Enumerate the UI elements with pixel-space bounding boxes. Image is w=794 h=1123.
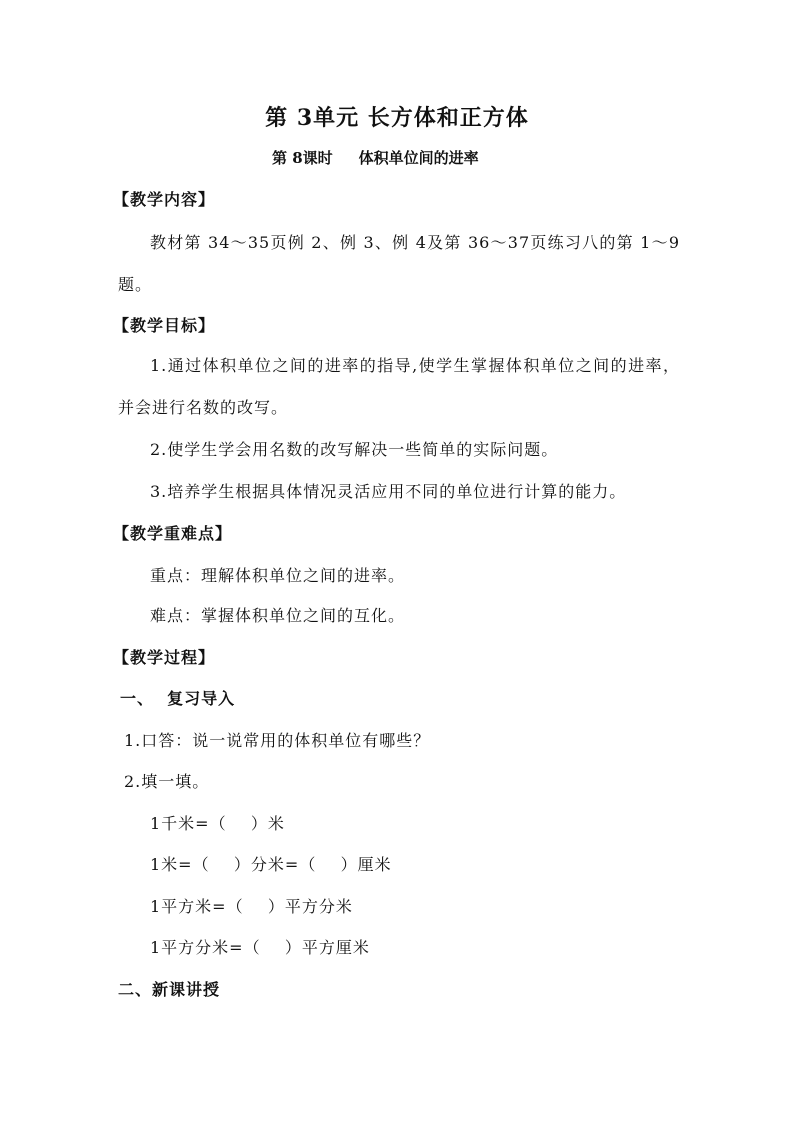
lesson-label: 第 8课时 [272, 149, 333, 167]
content-paragraph: 教材第 34～35页例 2、例 3、例 4及第 36～37页练习八的第 1～9题。 [118, 233, 680, 294]
key-point: 重点：理解体积单位之间的进率。 [150, 566, 406, 585]
section-review-intro: 一、 复习导入 [120, 689, 236, 708]
fill-blank-2: 1米=（ ）分米=（ ）厘米 [150, 855, 392, 874]
fill-blank-3: 1平方米=（ ）平方分米 [150, 897, 353, 916]
section-new-lesson: 二、新课讲授 [118, 980, 221, 999]
process-heading: 【教学过程】 [113, 648, 216, 667]
goal-item-3: 3.培养学生根据具体情况灵活应用不同的单位进行计算的能力。 [150, 482, 627, 501]
content-heading: 【教学内容】 [113, 190, 216, 209]
fill-blank-1: 1千米=（ ）米 [150, 814, 285, 833]
goal-item-2: 2.使学生学会用名数的改写解决一些简单的实际问题。 [150, 440, 559, 459]
goals-heading: 【教学目标】 [113, 316, 216, 335]
difficult-point: 难点：掌握体积单位之间的互化。 [150, 606, 406, 625]
question-2: 2.填一填。 [124, 772, 210, 791]
key-points-heading: 【教学重难点】 [113, 524, 233, 543]
unit-title: 第 3单元 长方体和正方体 [265, 105, 529, 131]
goal-item-1: 1.通过体积单位之间的进率的指导,使学生掌握体积单位之间的进率，并会进行名数的改写。 [118, 356, 680, 417]
lesson-subtitle [272, 148, 479, 168]
question-1: 1.口答：说一说常用的体积单位有哪些？ [124, 731, 431, 750]
lesson-title: 体积单位间的进率 [358, 149, 479, 167]
fill-blank-4: 1平方分米=（ ）平方厘米 [150, 938, 370, 957]
